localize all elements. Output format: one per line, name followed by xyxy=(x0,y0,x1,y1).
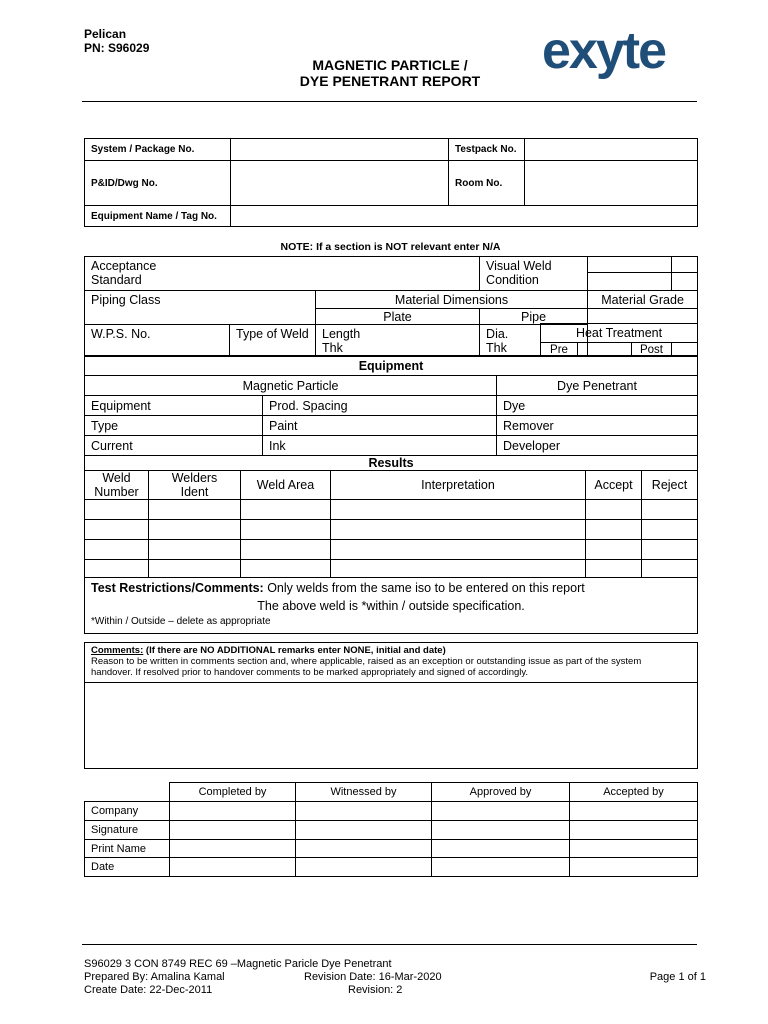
reject-header: Reject xyxy=(642,471,698,500)
remover-field[interactable] xyxy=(497,416,698,436)
weld-number-label-1: Weld xyxy=(102,471,131,485)
testpack-label: Testpack No. xyxy=(449,139,525,161)
signoff-col-accepted: Accepted by xyxy=(570,783,698,802)
weld-area-cell[interactable] xyxy=(241,520,331,540)
plate-header: Plate xyxy=(316,309,480,325)
developer-field[interactable] xyxy=(497,436,698,456)
visual-weld-field-2[interactable] xyxy=(672,257,698,273)
equipment-label: Equipment xyxy=(91,398,151,413)
comments-heading xyxy=(91,645,691,656)
visual-weld-field-3[interactable] xyxy=(588,273,672,291)
signoff-cell[interactable] xyxy=(570,802,698,821)
test-restrictions-text: Only welds from the same iso to be entered on this report xyxy=(263,581,585,595)
pipe-header: Pipe xyxy=(480,309,588,325)
signoff-row-signature xyxy=(85,821,698,840)
signoff-row-label: Date xyxy=(85,858,170,877)
results-heading: Results xyxy=(85,456,698,471)
signoff-row-company xyxy=(85,802,698,821)
interpretation-cell[interactable] xyxy=(331,560,586,578)
weld-area-cell[interactable] xyxy=(241,560,331,578)
pre-label: Pre xyxy=(541,343,578,357)
signoff-cell[interactable] xyxy=(170,840,296,858)
length-thk-cell[interactable] xyxy=(316,325,480,356)
comments-table xyxy=(84,642,698,769)
signoff-cell[interactable] xyxy=(570,840,698,858)
table-row xyxy=(85,560,698,578)
visual-weld-label-2: Condition xyxy=(486,273,539,287)
comments-line-1: Reason to be written in comments section and, where applicable, raised as an exception or outstanding issue as part of the system xyxy=(91,656,642,667)
type-of-weld-cell[interactable] xyxy=(230,325,316,356)
welders-ident-cell[interactable] xyxy=(149,500,241,520)
table-row xyxy=(85,540,698,560)
room-field[interactable] xyxy=(525,161,698,206)
footer-revision: Revision: 2 xyxy=(348,984,403,996)
interpretation-cell[interactable] xyxy=(331,520,586,540)
results-table xyxy=(84,455,698,634)
na-note: NOTE: If a section is NOT relevant enter N/A xyxy=(280,241,501,253)
info-table xyxy=(84,138,698,227)
signoff-cell[interactable] xyxy=(432,802,570,821)
signoff-row-label: Signature xyxy=(85,821,170,840)
heat-treatment-table xyxy=(540,323,698,357)
welders-ident-cell[interactable] xyxy=(149,540,241,560)
accept-header: Accept xyxy=(586,471,642,500)
table-row xyxy=(85,520,698,540)
weld-number-cell[interactable] xyxy=(85,540,149,560)
signoff-row-date xyxy=(85,858,698,877)
accept-cell[interactable] xyxy=(586,520,642,540)
signoff-cell[interactable] xyxy=(432,840,570,858)
length-thk-label: Thk xyxy=(322,341,343,355)
signoff-cell[interactable] xyxy=(170,802,296,821)
signoff-cell[interactable] xyxy=(296,802,432,821)
paint-field[interactable] xyxy=(263,416,497,436)
type-label: Type xyxy=(91,418,119,433)
weld-area-cell[interactable] xyxy=(241,500,331,520)
type-field[interactable] xyxy=(85,416,263,436)
reject-cell[interactable] xyxy=(642,500,698,520)
signoff-cell[interactable] xyxy=(432,858,570,877)
footer-doc-ref: S96029 3 CON 8749 REC 69 –Magnetic Paricle Dye Penetrant xyxy=(84,958,392,970)
signoff-col-approved: Approved by xyxy=(432,783,570,802)
comments-field[interactable] xyxy=(85,683,698,769)
welders-ident-cell[interactable] xyxy=(149,520,241,540)
magnetic-particle-header: Magnetic Particle xyxy=(85,376,497,396)
system-package-label: System / Package No. xyxy=(85,139,231,161)
pid-dwg-label: P&ID/Dwg No. xyxy=(85,161,231,206)
wps-cell[interactable] xyxy=(85,325,230,356)
signoff-col-witnessed: Witnessed by xyxy=(296,783,432,802)
weld-area-header: Weld Area xyxy=(241,471,331,500)
comments-label: Comments: xyxy=(91,645,144,656)
dye-field[interactable] xyxy=(497,396,698,416)
footer-create-date: Create Date: 22-Dec-2011 xyxy=(84,984,213,996)
remover-label: Remover xyxy=(503,418,554,433)
interpretation-cell[interactable] xyxy=(331,500,586,520)
within-note: *Within / Outside – delete as appropriate xyxy=(91,616,271,627)
piping-class-label: Piping Class xyxy=(91,293,161,307)
material-dimensions-header: Material Dimensions xyxy=(316,291,588,309)
accept-cell[interactable] xyxy=(586,560,642,578)
material-grade-header: Material Grade xyxy=(588,291,698,309)
weld-area-cell[interactable] xyxy=(241,540,331,560)
prod-spacing-label: Prod. Spacing xyxy=(269,398,348,413)
prod-spacing-field[interactable] xyxy=(263,396,497,416)
accept-cell[interactable] xyxy=(586,540,642,560)
signoff-cell[interactable] xyxy=(296,821,432,840)
room-label: Room No. xyxy=(449,161,525,206)
exyte-logo xyxy=(540,22,700,82)
acceptance-standard-cell[interactable] xyxy=(85,257,480,291)
welders-ident-cell[interactable] xyxy=(149,560,241,578)
interpretation-cell[interactable] xyxy=(331,540,586,560)
weld-number-cell[interactable] xyxy=(85,500,149,520)
test-restrictions-line xyxy=(91,581,691,595)
project-name: Pelican xyxy=(84,27,127,41)
ink-label: Ink xyxy=(269,438,286,453)
header-rule xyxy=(82,101,697,102)
testpack-field[interactable] xyxy=(525,139,698,161)
system-package-field[interactable] xyxy=(231,139,449,161)
pre-field[interactable] xyxy=(578,343,632,357)
signoff-row-print-name xyxy=(85,840,698,858)
weld-number-label-2: Number xyxy=(94,485,139,499)
dye-penetrant-header: Dye Penetrant xyxy=(497,376,698,396)
signoff-cell[interactable] xyxy=(432,821,570,840)
weld-number-cell[interactable] xyxy=(85,560,149,578)
visual-weld-cell xyxy=(480,257,588,291)
signoff-row-label: Company xyxy=(85,802,170,821)
test-restrictions-label: Test Restrictions/Comments: xyxy=(91,581,264,595)
dia-label: Dia. xyxy=(486,327,509,341)
signoff-cell[interactable] xyxy=(296,840,432,858)
equipment-tag-field[interactable] xyxy=(231,206,698,227)
ink-field[interactable] xyxy=(263,436,497,456)
post-field[interactable] xyxy=(672,343,698,357)
paint-label: Paint xyxy=(269,418,298,433)
equipment-table xyxy=(84,356,698,456)
visual-weld-field-1[interactable] xyxy=(588,257,672,273)
welders-ident-label-1: Welders xyxy=(171,471,218,485)
dye-label: Dye xyxy=(503,398,526,413)
weld-number-header xyxy=(85,471,149,500)
reject-cell[interactable] xyxy=(642,560,698,578)
equipment-field[interactable] xyxy=(85,396,263,416)
signoff-cell[interactable] xyxy=(570,858,698,877)
accept-cell[interactable] xyxy=(586,500,642,520)
visual-weld-field-4[interactable] xyxy=(672,273,698,291)
equipment-tag-label: Equipment Name / Tag No. xyxy=(85,206,231,227)
length-label: Length xyxy=(322,327,361,341)
footer-prepared-by: Prepared By: Amalina Kamal xyxy=(84,971,225,983)
interpretation-header: Interpretation xyxy=(331,471,586,500)
signoff-row-label: Print Name xyxy=(85,840,170,858)
project-header xyxy=(84,27,149,55)
footer-rule xyxy=(82,944,697,945)
comments-line-2: handover. If resolved prior to handover comments to be marked appropriately and signed of accordingly. xyxy=(91,667,529,678)
current-label: Current xyxy=(91,438,133,453)
signoff-corner xyxy=(85,783,170,802)
comments-label-rest: (If there are NO ADDITIONAL remarks enter NONE, initial and date) xyxy=(143,645,446,656)
logo-text: exyte xyxy=(542,22,665,80)
acceptance-label-1: Acceptance xyxy=(91,259,157,273)
signoff-cell[interactable] xyxy=(170,821,296,840)
equipment-heading: Equipment xyxy=(85,357,698,376)
project-number: PN: S96029 xyxy=(84,41,150,55)
footer-revision-date: Revision Date: 16-Mar-2020 xyxy=(304,971,442,983)
welders-ident-label-2: Ident xyxy=(180,485,209,499)
acceptance-label-2: Standard xyxy=(91,273,142,287)
signoff-cell[interactable] xyxy=(170,858,296,877)
current-field[interactable] xyxy=(85,436,263,456)
table-row xyxy=(85,500,698,520)
pid-dwg-field[interactable] xyxy=(231,161,449,206)
welders-ident-header xyxy=(149,471,241,500)
developer-label: Developer xyxy=(503,438,560,453)
heat-treatment-header: Heat Treatment xyxy=(541,324,698,343)
piping-class-cell[interactable] xyxy=(85,291,316,325)
within-statement: The above weld is *within / outside specification. xyxy=(257,599,525,613)
type-of-weld-label: Type of Weld xyxy=(236,327,309,341)
visual-weld-label-1: Visual Weld xyxy=(486,259,552,273)
test-restrictions-cell[interactable] xyxy=(85,578,698,634)
dia-thk-label: Thk xyxy=(486,341,507,355)
post-label: Post xyxy=(632,343,672,357)
reject-cell[interactable] xyxy=(642,520,698,540)
footer-page: Page 1 of 1 xyxy=(649,971,706,983)
report-title-line2: DYE PENETRANT REPORT xyxy=(299,73,481,89)
report-title-line1: MAGNETIC PARTICLE / xyxy=(312,57,468,73)
reject-cell[interactable] xyxy=(642,540,698,560)
weld-number-cell[interactable] xyxy=(85,520,149,540)
signoff-cell[interactable] xyxy=(296,858,432,877)
signoff-cell[interactable] xyxy=(570,821,698,840)
signoff-col-completed: Completed by xyxy=(170,783,296,802)
wps-label: W.P.S. No. xyxy=(91,327,151,341)
signoff-table xyxy=(84,782,698,877)
comments-instructions xyxy=(85,643,698,683)
